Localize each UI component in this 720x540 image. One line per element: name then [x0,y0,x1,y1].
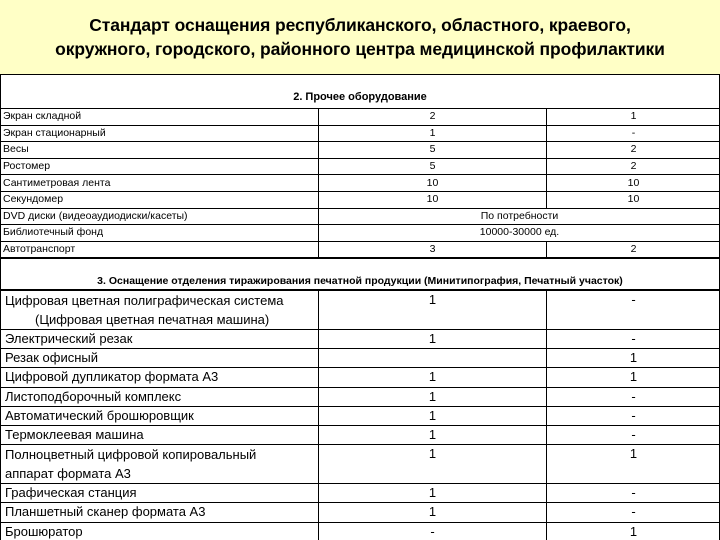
table-row [1,109,720,126]
table-row [1,330,720,349]
item-name: Брошюратор [1,522,319,540]
qty-merged: 10000-30000 ед. [319,225,720,242]
table-row [1,175,720,192]
qty-branch: - [547,425,720,444]
title-banner [0,0,720,75]
qty-center: - [319,522,547,540]
item-name: Весы [1,142,319,159]
table-row [1,158,720,175]
qty-center [319,349,547,368]
item-name: Сантиметровая лента [1,175,319,192]
table-row [1,503,720,522]
qty-branch: - [547,330,720,349]
item-name: Библиотечный фонд [1,225,319,242]
item-name: Ростомер [1,158,319,175]
qty-branch: 2 [547,158,720,175]
table-row [1,191,720,208]
section-heading-text: 2. Прочее оборудование [293,91,427,103]
qty-center: 1 [319,125,547,142]
qty-merged: По потребности [319,208,720,225]
item-name [1,445,319,484]
table-row [1,241,720,258]
qty-branch: 10 [547,191,720,208]
qty-branch: 10 [547,175,720,192]
table-row [1,425,720,444]
qty-branch: - [547,387,720,406]
item-name: Автоматический брошюровщик [1,406,319,425]
item-name: Электрический резак [1,330,319,349]
qty-center: 3 [319,241,547,258]
item-name: Экран стационарный [1,125,319,142]
qty-center: 1 [319,406,547,425]
table-row [1,368,720,387]
table-row [1,445,720,484]
qty-branch: - [547,484,720,503]
qty-branch: 1 [547,109,720,126]
qty-center: 1 [319,445,547,484]
item-name: Цифровой дупликатор формата А3 [1,368,319,387]
qty-branch: 1 [547,368,720,387]
item-name [1,291,319,330]
qty-branch: 1 [547,522,720,540]
qty-branch: 2 [547,142,720,159]
item-name: Планшетный сканер формата А3 [1,503,319,522]
other-equipment-table [0,108,720,258]
table-row [1,406,720,425]
qty-center: 2 [319,109,547,126]
section-heading-printing-department [0,258,720,290]
table-row [1,208,720,225]
qty-center: 1 [319,425,547,444]
qty-branch: - [547,503,720,522]
qty-center: 1 [319,330,547,349]
qty-center: 1 [319,484,547,503]
item-name: Секундомер [1,191,319,208]
qty-center: 1 [319,368,547,387]
page-title-line-1: Стандарт оснащения республиканского, областного, краевого, [89,15,631,35]
table-row [1,291,720,330]
qty-center: 1 [319,387,547,406]
qty-center: 1 [319,503,547,522]
table-row [1,125,720,142]
item-name-line-2: (Цифровая цветная печатная машина) [35,312,270,327]
item-name: Автотранспорт [1,241,319,258]
section-heading-text: 3. Оснащение отделения тиражирования печатной продукции (Минитипография, Печатный участок) [97,275,623,287]
qty-branch: 1 [547,349,720,368]
table-row [1,225,720,242]
table-row [1,142,720,159]
item-name-line-2: аппарат формата А3 [5,466,131,482]
page-title-line-2: окружного, городского, районного центра медицинской профилактики [55,39,665,59]
item-name: Графическая станция [1,484,319,503]
item-name-line-1: Полноцветный цифровой копировальный [5,447,257,463]
item-name: Термоклеевая машина [1,425,319,444]
qty-center: 1 [319,291,547,330]
qty-branch: 2 [547,241,720,258]
qty-branch: - [547,406,720,425]
qty-center: 5 [319,142,547,159]
qty-center: 10 [319,191,547,208]
item-name: Листоподборочный комплекс [1,387,319,406]
item-name: Резак офисный [1,349,319,368]
qty-branch: 1 [547,445,720,484]
table-row [1,484,720,503]
item-name-line-1: Цифровая цветная полиграфическая система [5,293,284,308]
printing-equipment-table [0,290,720,540]
table-row [1,387,720,406]
qty-center: 5 [319,158,547,175]
qty-center: 10 [319,175,547,192]
qty-branch: - [547,291,720,330]
item-name: Экран складной [1,109,319,126]
section-heading-other-equipment [0,87,720,108]
qty-branch: - [547,125,720,142]
table-row [1,522,720,540]
item-name: DVD диски (видеоаудиодиски/касеты) [1,208,319,225]
table-row [1,349,720,368]
